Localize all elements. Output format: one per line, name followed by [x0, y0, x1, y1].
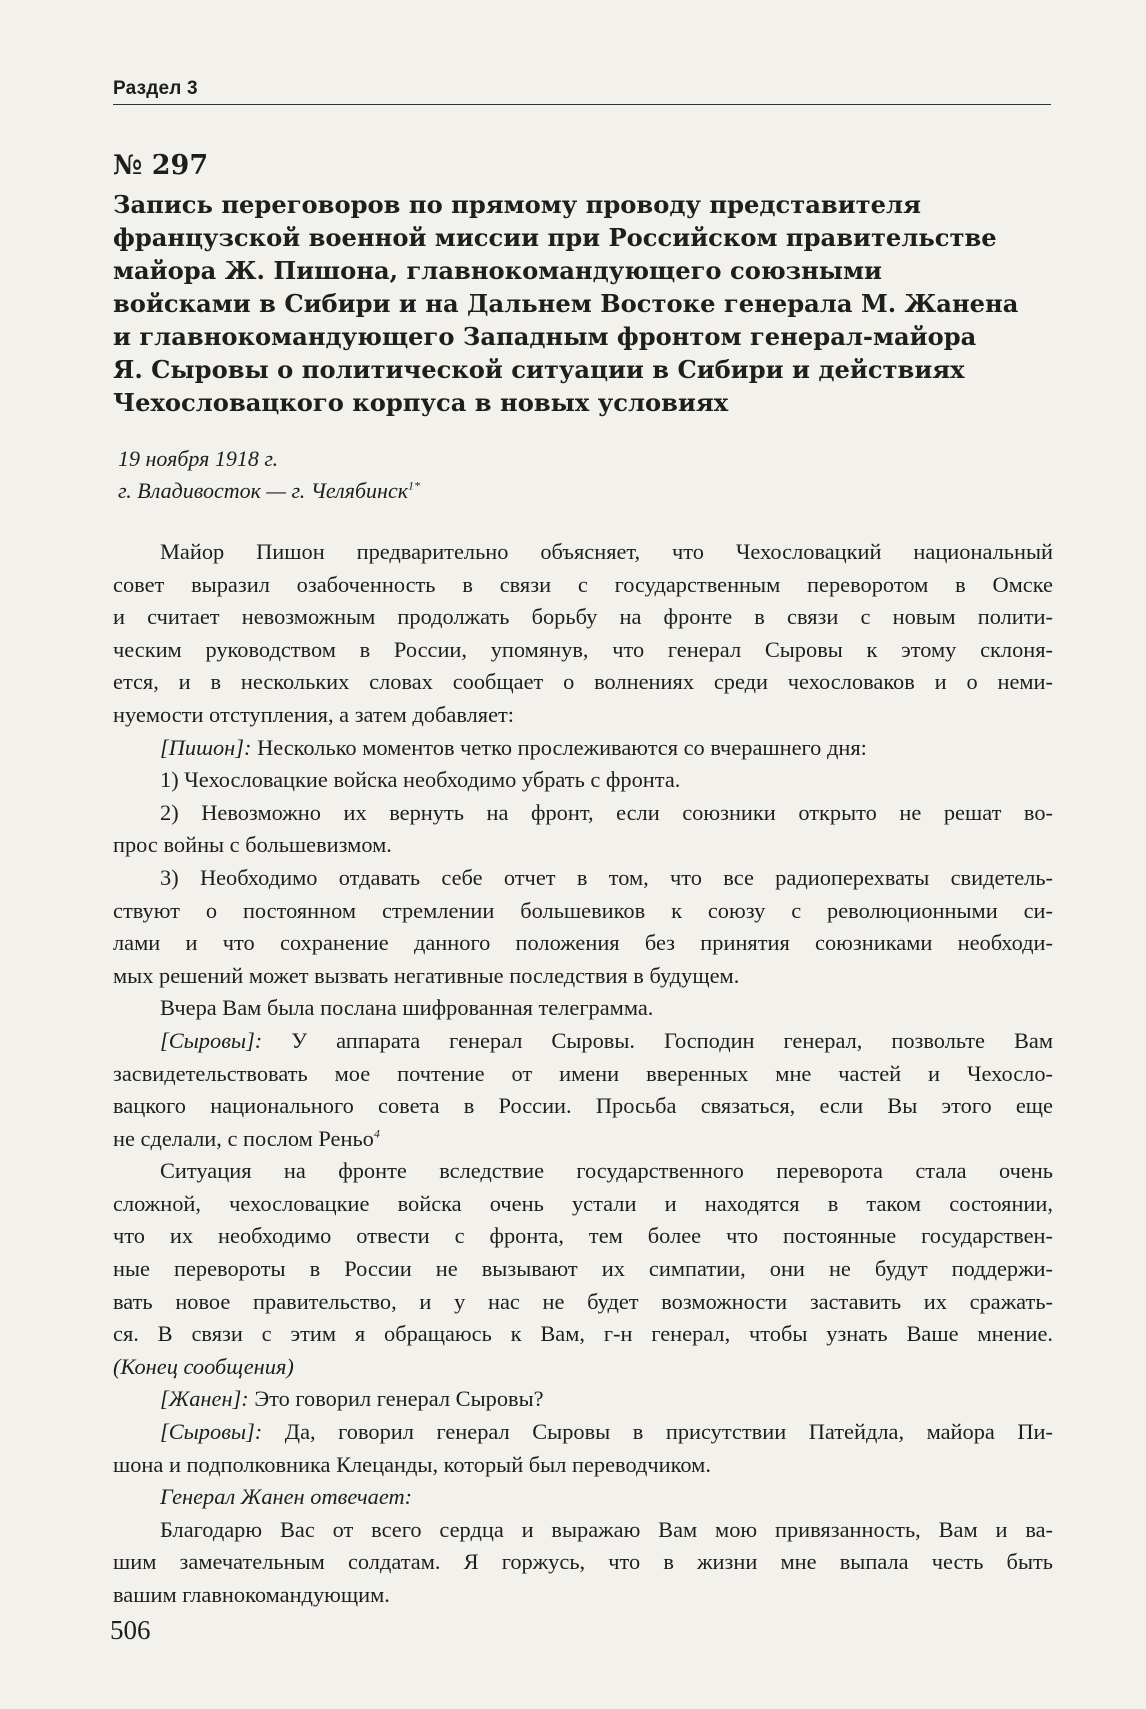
page-number: 506: [110, 1615, 151, 1645]
paragraph-telegram: Вчера Вам была послана шифрованная телеграмма.: [160, 995, 654, 1021]
list-item-2: [113, 797, 1053, 862]
dateline: [118, 443, 420, 507]
title-line: и главнокомандующего Западным фронтом генерал-майора: [113, 322, 977, 351]
document-date: 19 ноября 1918 г.: [118, 446, 279, 471]
text-line: нуемости отступления, а затем добавляет:: [113, 701, 515, 727]
document-body: [113, 536, 1053, 1612]
text-line: Ситуация на фронте вследствие государственного переворота стала очень: [160, 1158, 1053, 1184]
list-item-3: [113, 862, 1053, 992]
speaker-label: [Сыровы]:: [160, 1027, 263, 1053]
text-line: шона и подполковника Клецанды, который был переводчиком.: [113, 1451, 711, 1477]
paragraph-situation: [113, 1155, 1053, 1383]
text-line: прос войны с большевизмом.: [113, 832, 392, 858]
list-item-1: 1) Чехословацкие войска необходимо убрать с фронта.: [160, 767, 681, 793]
section-label: Раздел 3: [113, 78, 198, 99]
text-line: ствуют о постоянном стремлении большевиков к союзу с революционными си-: [113, 897, 1053, 923]
text-line: вать новое правительство, и у нас не будет возможности заставить их сражать-: [113, 1288, 1053, 1314]
text-line: ческим руководством в России, упомянув, что генерал Сыровы к этому склоня-: [113, 636, 1053, 662]
text-line: ные перевороты в России не вызывают их симпатии, они не будут поддержи-: [113, 1256, 1053, 1282]
speaker-label: [Жанен]:: [160, 1386, 249, 1412]
text-line: ется, и в нескольких словах сообщает о волнениях среди чехословаков и о неми-: [113, 669, 1053, 695]
title-line: Запись переговоров по прямому проводу представителя: [113, 190, 921, 219]
paragraph-syrovy-1: [Сыровы]: У аппарата генерал Сыровы. Господин генерал, позвольте Вам засвидетельствовать мое почтение от имени вверенных мне частей и Чехосло- вацкого национального совета в России. Просьба связаться, если Вы этого еще не сделали, с послом Реньо$^4$: [113, 1027, 1053, 1151]
text-line: шим замечательным солдатам. Я горжусь, что в жизни мне выпала честь быть: [113, 1549, 1053, 1575]
text-line: и считает невозможным продолжать борьбу на фронте в связи с новым полити-: [113, 604, 1053, 630]
paragraph-pishon: [Пишон]: Несколько моментов четко прослеживаются со вчерашнего дня:: [160, 734, 867, 760]
text-line: Благодарю Вас от всего сердца и выражаю Вам мою привязанность, Вам и ва-: [160, 1516, 1053, 1542]
paragraph-syrovy-2: [Сыровы]: Да, говорил генерал Сыровы в присутствии Патейдла, майора Пи- шона и подполковника Клецанды, который был переводчиком.: [113, 1416, 1053, 1481]
text-line: что их необходимо отвести с фронта, тем более что постоянные государствен-: [113, 1223, 1053, 1249]
text-line: засвидетельствовать мое почтение от имени вверенных мне частей и Чехосло-: [113, 1060, 1053, 1086]
paragraph-final: [113, 1514, 1053, 1612]
footnote-ref: 1*: [408, 478, 421, 493]
document-title: [113, 188, 1053, 419]
speaker-label: [Пишон]:: [160, 734, 252, 760]
document-place: г. Владивосток — г. Челябинск$^{1*}$: [118, 478, 421, 503]
title-line: Чехословацкого корпуса в новых условиях: [113, 388, 729, 417]
footnote-ref: 4: [373, 1126, 380, 1141]
text-line: вацкого национального совета в России. Просьба связаться, если Вы этого еще: [113, 1093, 1053, 1119]
text-line: сложной, чехословацкие войска очень устали и находятся в таком состоянии,: [113, 1190, 1053, 1216]
text-line: мых решений может вызвать негативные последствия в будущем.: [113, 962, 740, 988]
text-line: Майор Пишон предварительно объясняет, что Чехословацкий национальный: [160, 539, 1053, 564]
janin-answers-label: Генерал Жанен отвечает:: [160, 1484, 413, 1510]
title-line: войсками в Сибири и на Дальнем Востоке генерала М. Жанена: [113, 289, 1019, 318]
text-line: лами и что сохранение данного положения без принятия союзниками необходи-: [113, 930, 1053, 956]
text-line: вашим главнокомандующим.: [113, 1582, 390, 1607]
running-header: [113, 78, 1051, 105]
title-line: французской военной миссии при Российском правительстве: [113, 223, 997, 252]
title-line: Я. Сыровы о политической ситуации в Сибири и действиях: [113, 355, 965, 384]
speaker-label: [Сыровы]:: [160, 1419, 263, 1445]
end-of-message: (Конец сообщения): [113, 1353, 294, 1379]
text-line: ся. В связи с этим я обращаюсь к Вам, г-н генерал, чтобы узнать Ваше мнение.: [113, 1321, 1053, 1347]
document-number: № 297: [113, 150, 209, 181]
text-line: совет выразил озабоченность в связи с государственным переворотом в Омске: [113, 571, 1053, 597]
title-line: майора Ж. Пишона, главнокомандующего союзными: [113, 256, 882, 285]
paragraph-intro: [113, 536, 1053, 732]
paragraph-janin: [Жанен]: Это говорил генерал Сыровы?: [160, 1386, 544, 1412]
text-line: 3) Необходимо отдавать себе отчет в том, что все радиоперехваты свидетель-: [160, 864, 1053, 890]
text-line: 2) Невозможно их вернуть на фронт, если союзники открыто не решат во-: [160, 799, 1053, 825]
